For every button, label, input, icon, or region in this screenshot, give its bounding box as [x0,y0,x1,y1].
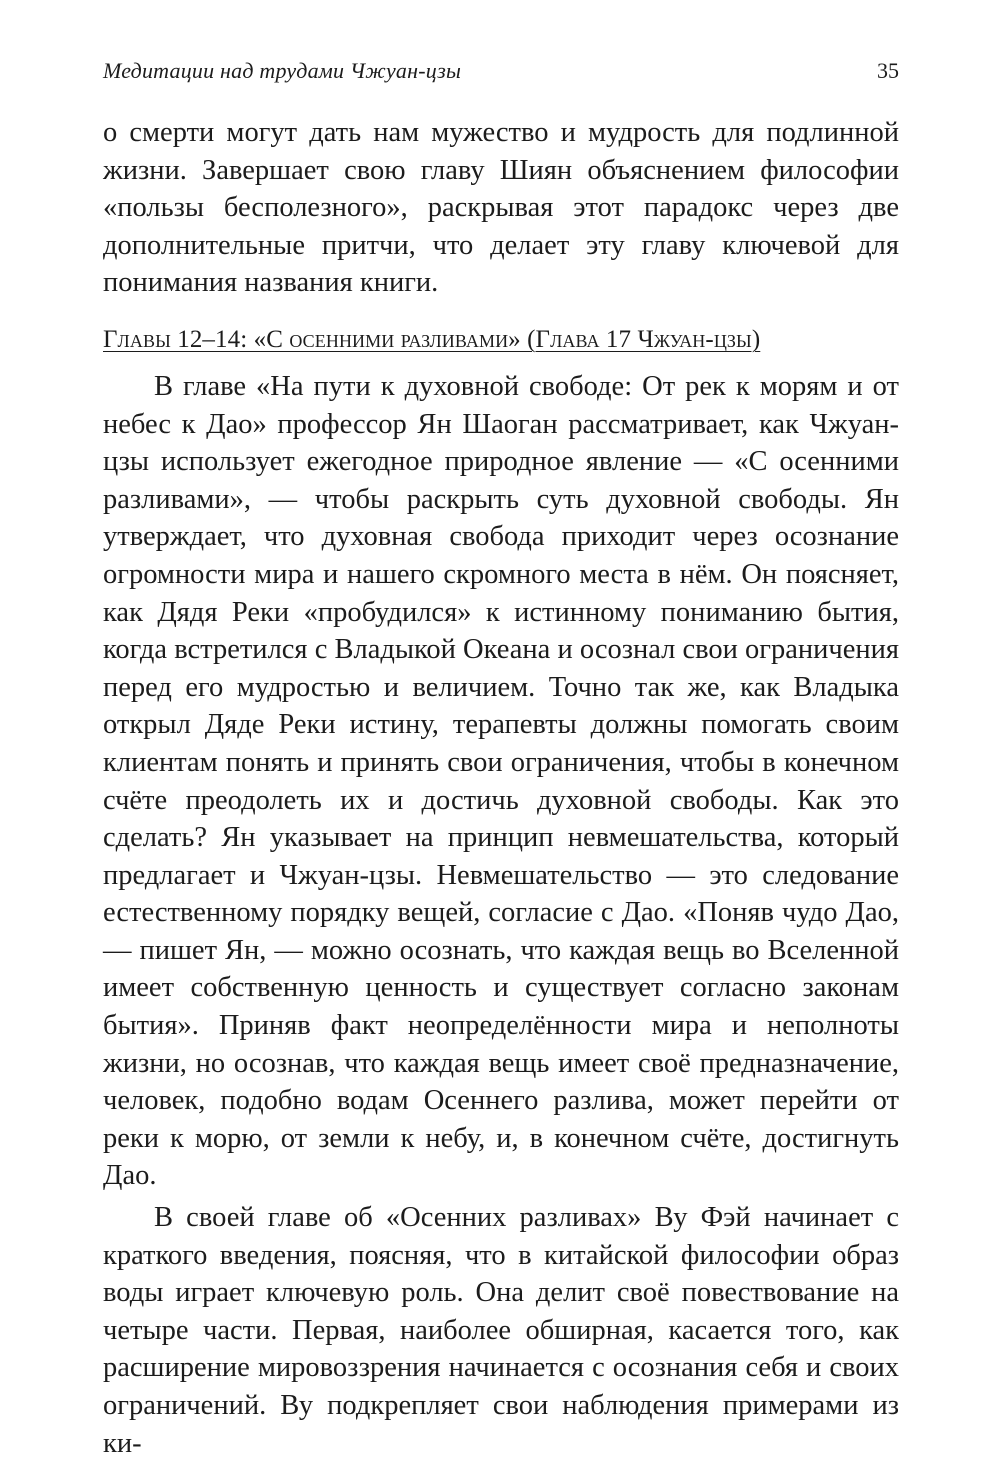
page-number: 35 [877,58,899,83]
book-page [103,0,899,1459]
running-title: Медитации над трудами Чжуан-цзы [103,58,462,83]
paragraph-yang-shaogang: В главе «На пути к духовной свободе: От рек к морям и от небес к Дао» профессор Ян Шаоган рассматривает, как Чжуан-цзы использует ежегодное природное явление — «С осенними разливами», — чтобы раскрыть суть духовной свободы. Ян утверждает, что духовная свобода приходит через осознание огромности мира и нашего скромного места в нём. Он поясняет, как Дядя Реки «пробудился» к истинному пониманию бытия, когда встретился с Владыкой Океана и осознал свои ограничения перед его мудростью и величием. Точно так же, как Владыка открыл Дяде Реки истину, терапевты должны помогать своим клиентам понять и принять свои ограничения, чтобы в конечном счёте преодолеть их и достичь духовной свободы. Как это сделать? Ян указывает на принцип невмешательства, который предлагает и Чжуан-цзы. Невмешательство — это следование естественному порядку вещей, согласие с Дао. «Поняв чудо Дао, — пишет Ян, — можно осознать, что каждая вещь во Вселенной имеет собственную ценность и существует согласно законам бытия». Приняв факт неопределённости мира и неполноты жизни, но осознав, что каждая вещь имеет своё предназначение, человек, подобно водам Осеннего разлива, может перейти от реки к морю, от земли к небу, и, в конечном счёте, достигнуть Дао. [103,370,899,1192]
body-text [103,114,899,1462]
running-header [103,58,899,88]
paragraph-wu-fei: В своей главе об «Осенних разливах» Ву Фэй начинает с краткого введения, поясняя, что в китайской философии образ воды играет ключевую роль. Она делит своё повествование на четыре части. Первая, наиболее обширная, касается того, как расширение мировоззрения начинается с осознания себя и своих ограничений. Ву подкрепляет свои наблюдения примерами из ки- [103,1202,899,1459]
intro-paragraph: о смерти могут дать нам мужество и мудрость для подлинной жизни. Завершает свою главу Шиян объяснением философии «пользы бесполезного», раскрывая этот парадокс через две дополнительные притчи, что делает эту главу ключевой для понимания названия книги. [103,117,899,299]
section-heading: Главы 12–14: «С осенними разливами» (Глава 17 Чжуан-цзы) [103,325,761,353]
